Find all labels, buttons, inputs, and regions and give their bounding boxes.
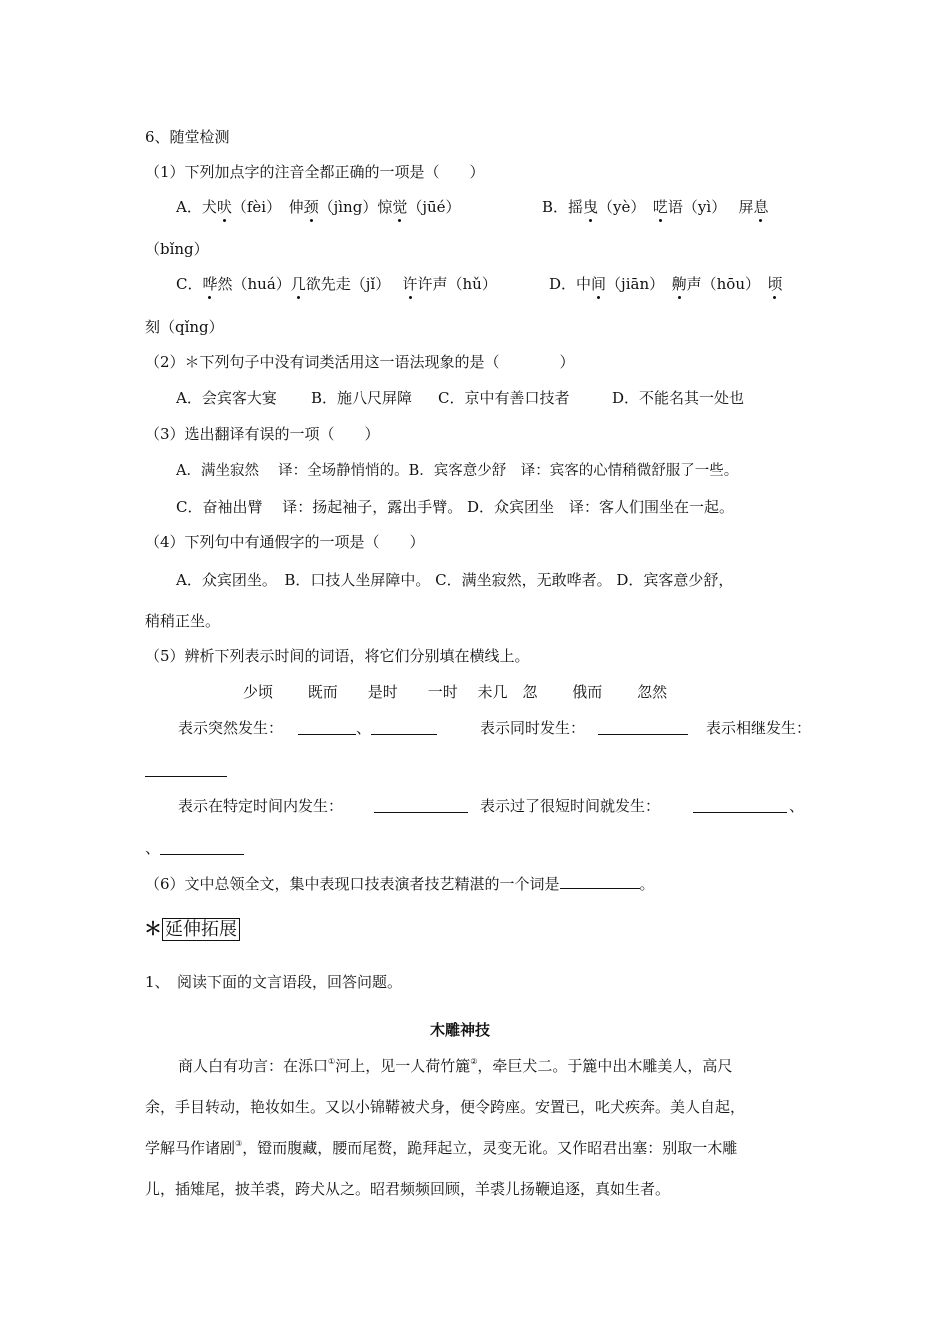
section-heading: 6、随堂检测 xyxy=(145,128,230,146)
q4-stem: （4）下列句中有通假字的一项是（ ） xyxy=(145,533,425,551)
passage-line-1: 商人白有功言：在泺口①河上，见一人荷竹簏②，牵巨犬二。于簏中出木雕美人，高尺 xyxy=(178,1057,733,1075)
extension-heading xyxy=(144,918,240,942)
q5-specific-blank[interactable] xyxy=(374,797,468,813)
q3-options-row2: C．奋袖出臂 译：扬起袖子，露出手臂。 D．众宾团坐 译：客人们围坐在一起。 xyxy=(176,498,735,516)
q1-option-d: D．中间（jiān） 齁声（hōu） 顷 xyxy=(549,275,783,293)
q5-simultaneous-blank[interactable] xyxy=(598,719,688,735)
q5-separator: 、 xyxy=(145,839,161,857)
q6-blank[interactable] xyxy=(560,873,640,889)
q5-word-list: 少顷 既而 是时 一时 未几 忽 俄而 忽然 xyxy=(243,683,668,701)
q4-options-row2: 稍稍正坐。 xyxy=(145,612,221,630)
star-icon: ＊ xyxy=(144,919,162,940)
q5-separator: 、 xyxy=(789,797,805,815)
q1-option-d-cont: 刻（qǐng） xyxy=(145,318,224,336)
q5-shortly-blank-1[interactable] xyxy=(693,797,787,813)
q2-option-d: D．不能名其一处也 xyxy=(612,389,745,407)
passage-title: 木雕神技 xyxy=(430,1021,491,1039)
q5-shortly-label: 表示过了很短时间就发生： xyxy=(480,797,661,815)
q5-sudden-label: 表示突然发生： xyxy=(178,719,284,737)
q1-option-a: A．犬吠（fèi） 伸颈（jìng）惊觉（jūé） xyxy=(176,198,461,216)
q5-simultaneous-label: 表示同时发生： xyxy=(480,719,586,737)
footnote-ref-1: ① xyxy=(328,1057,336,1066)
q5-separator: 、 xyxy=(356,719,372,737)
q3-options-row1: A．满坐寂然 译：全场静悄悄的。B．宾客意少舒 译：宾客的心情稍微舒服了一些。 xyxy=(176,463,739,479)
q5-shortly-blank-2[interactable] xyxy=(160,839,244,855)
q1-option-b-cont: （bǐng） xyxy=(145,240,209,258)
q1-stem: （1）下列加点字的注音全都正确的一项是（ ） xyxy=(145,163,485,181)
footnote-ref-3: ③ xyxy=(235,1139,243,1148)
q1-option-c: C．哗然（huá）几欲先走（jǐ） 许许声（hǔ） xyxy=(176,275,497,293)
q5-sudden-blank-1[interactable] xyxy=(298,719,356,735)
footnote-ref-2: ② xyxy=(470,1057,478,1066)
extension-title: 延伸拓展 xyxy=(162,918,240,941)
passage-line-3: 学解马作诸剧③，镫而腹藏，腰而尾赘，跪拜起立，灵变无讹。又作昭君出塞：别取一木雕 xyxy=(145,1139,738,1157)
q2-stem: （2）＊下列句子中没有词类活用这一语法现象的是（ ） xyxy=(145,353,575,371)
q4-options-row1: A．众宾团坐。 B．口技人坐屏障中。 C．满坐寂然，无敢哗者。 D．宾客意少舒， xyxy=(176,571,734,589)
q5-successive-blank[interactable] xyxy=(145,761,227,777)
q5-specific-label: 表示在特定时间内发生： xyxy=(178,797,344,815)
q2-option-a: A．会宾客大宴 xyxy=(176,389,277,407)
q2-option-c: C．京中有善口技者 xyxy=(438,389,570,407)
extension-item-1: 1、 阅读下面的文言语段，回答问题。 xyxy=(145,973,403,991)
q2-option-b: B．施八尺屏障 xyxy=(311,389,413,407)
q1-option-b: B．摇曳（yè） 呓语（yì） 屏息 xyxy=(542,198,769,216)
passage-line-4: 儿，插雉尾，披羊裘，跨犬从之。昭君频频回顾，羊裘儿扬鞭追逐，真如生者。 xyxy=(145,1180,671,1198)
q6-text: （6）文中总领全文，集中表现口技表演者技艺精湛的一个词是 。 xyxy=(145,875,655,893)
passage-line-2: 余，手目转动，艳妆如生。又以小锦鞯被犬身，便令跨座。安置已，叱犬疾奔。美人自起， xyxy=(145,1098,746,1116)
q3-stem: （3）选出翻译有误的一项（ ） xyxy=(145,425,380,443)
q5-successive-label: 表示相继发生： xyxy=(706,719,812,737)
q5-stem: （5）辨析下列表示时间的词语，将它们分别填在横线上。 xyxy=(145,647,530,665)
q5-sudden-blank-2[interactable] xyxy=(371,719,437,735)
